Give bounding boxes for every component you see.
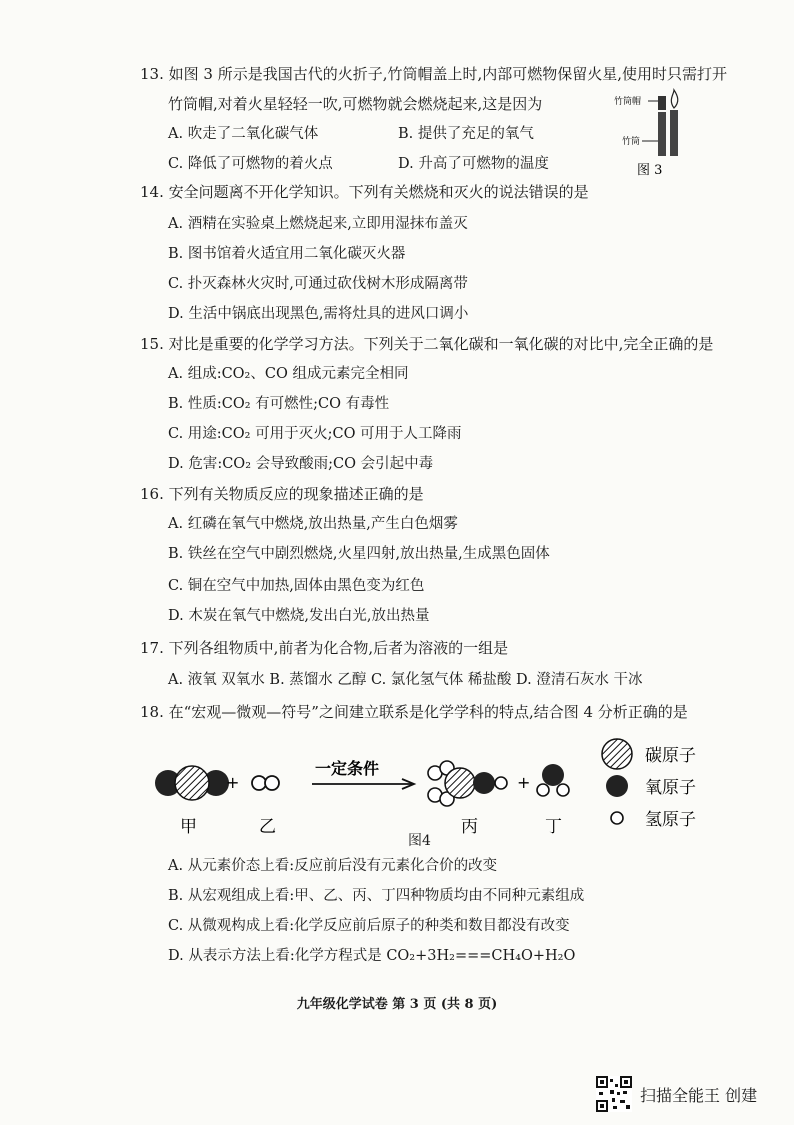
label-ding: 丁	[545, 817, 562, 837]
label-yi: 乙	[259, 817, 276, 837]
q18-option-b: B. 从宏观组成上看:甲、乙、丙、丁四种物质均由不同种元素组成	[168, 888, 585, 904]
q14-option-c: C. 扑灭森林火灾时,可通过砍伐树木形成隔离带	[168, 276, 468, 292]
page-footer: 九年级化学试卷 第 3 页 (共 8 页)	[296, 997, 498, 1012]
q13-option-d: D. 升高了可燃物的温度	[398, 156, 549, 172]
q13-stem-line1: 13. 如图 3 所示是我国古代的火折子,竹筒帽盖上时,内部可燃物保留火星,使用时只需打开	[140, 65, 728, 83]
legend-hydrogen-label: 氢原子	[645, 810, 696, 830]
q17-stem: 17. 下列各组物质中,前者为化合物,后者为溶液的一组是	[140, 639, 509, 657]
molecule-bing	[428, 761, 507, 806]
q18-option-c: C. 从微观构成上看:化学反应前后原子的种类和数目都没有改变	[168, 918, 570, 934]
q13-option-b: B. 提供了充足的氧气	[398, 126, 534, 142]
fig4-caption: 图4	[408, 833, 431, 849]
q14-stem: 14. 安全问题离不开化学知识。下列有关燃烧和灭火的说法错误的是	[140, 183, 589, 201]
q18-option-d: D. 从表示方法上看:化学方程式是 CO₂+3H₂===CH₄O+H₂O	[168, 948, 576, 964]
q15-stem: 15. 对比是重要的化学学习方法。下列关于二氧化碳和一氧化碳的对比中,完全正确的是	[140, 335, 714, 353]
q13-option-a: A. 吹走了二氧化碳气体	[168, 126, 319, 142]
fig3-label-tube: 竹筒	[622, 137, 641, 147]
molecule-ding	[537, 764, 569, 796]
q16-stem: 16. 下列有关物质反应的现象描述正确的是	[140, 485, 424, 503]
q16-option-a: A. 红磷在氧气中燃烧,放出热量,产生白色烟雾	[168, 516, 458, 532]
q14-option-b: B. 图书馆着火适宜用二氧化碳灭火器	[168, 246, 406, 262]
q18-option-a: A. 从元素价态上看:反应前后没有元素化合价的改变	[168, 858, 498, 874]
fig3-label-cap: 竹筒帽	[614, 97, 642, 107]
q15-option-c: C. 用途:CO₂ 可用于灭火;CO 可用于人工降雨	[168, 426, 462, 442]
plus-sign-1: +	[226, 773, 240, 792]
legend-oxygen-icon	[606, 775, 628, 797]
legend-carbon-icon	[602, 739, 632, 769]
reaction-condition: 一定条件	[315, 759, 380, 778]
scanner-watermark: 扫描全能王 创建	[640, 1086, 758, 1105]
q17-options: A. 液氧 双氧水 B. 蒸馏水 乙醇 C. 氯化氢气体 稀盐酸 D. 澄清石灰水 干冰	[168, 672, 643, 688]
q16-option-c: C. 铜在空气中加热,固体由黑色变为红色	[168, 578, 425, 594]
q18-stem: 18. 在“宏观—微观—符号”之间建立联系是化学学科的特点,结合图 4 分析正确的是	[140, 703, 688, 721]
q14-option-d: D. 生活中锅底出现黑色,需将灶具的进风口调小	[168, 306, 469, 322]
label-bing: 丙	[461, 817, 478, 837]
legend-hydrogen-icon	[611, 812, 623, 824]
plus-sign-2: +	[517, 773, 531, 792]
legend-oxygen-label: 氧原子	[645, 778, 696, 798]
molecule-yi	[252, 776, 279, 790]
q13-stem-line2: 竹筒帽,对着火星轻轻一吹,可燃物就会燃烧起来,这是因为	[168, 95, 543, 113]
fire-starter-figure	[612, 88, 692, 178]
q15-option-d: D. 危害:CO₂ 会导致酸雨;CO 会引起中毒	[168, 456, 434, 472]
legend	[602, 739, 696, 830]
q15-option-a: A. 组成:CO₂、CO 组成元素完全相同	[168, 366, 409, 382]
reaction-diagram	[140, 728, 740, 844]
q16-option-b: B. 铁丝在空气中剧烈燃烧,火星四射,放出热量,生成黑色固体	[168, 546, 550, 562]
q16-option-d: D. 木炭在氧气中燃烧,发出白光,放出热量	[168, 608, 430, 624]
label-jia: 甲	[180, 817, 197, 837]
q13-option-c: C. 降低了可燃物的着火点	[168, 156, 333, 172]
q14-option-a: A. 酒精在实验桌上燃烧起来,立即用湿抹布盖灭	[168, 216, 468, 232]
q15-option-b: B. 性质:CO₂ 有可燃性;CO 有毒性	[168, 396, 390, 412]
qr-code-icon	[596, 1076, 632, 1112]
molecule-jia	[155, 766, 229, 800]
legend-carbon-label: 碳原子	[645, 746, 696, 766]
fig3-caption: 图 3	[637, 163, 663, 178]
